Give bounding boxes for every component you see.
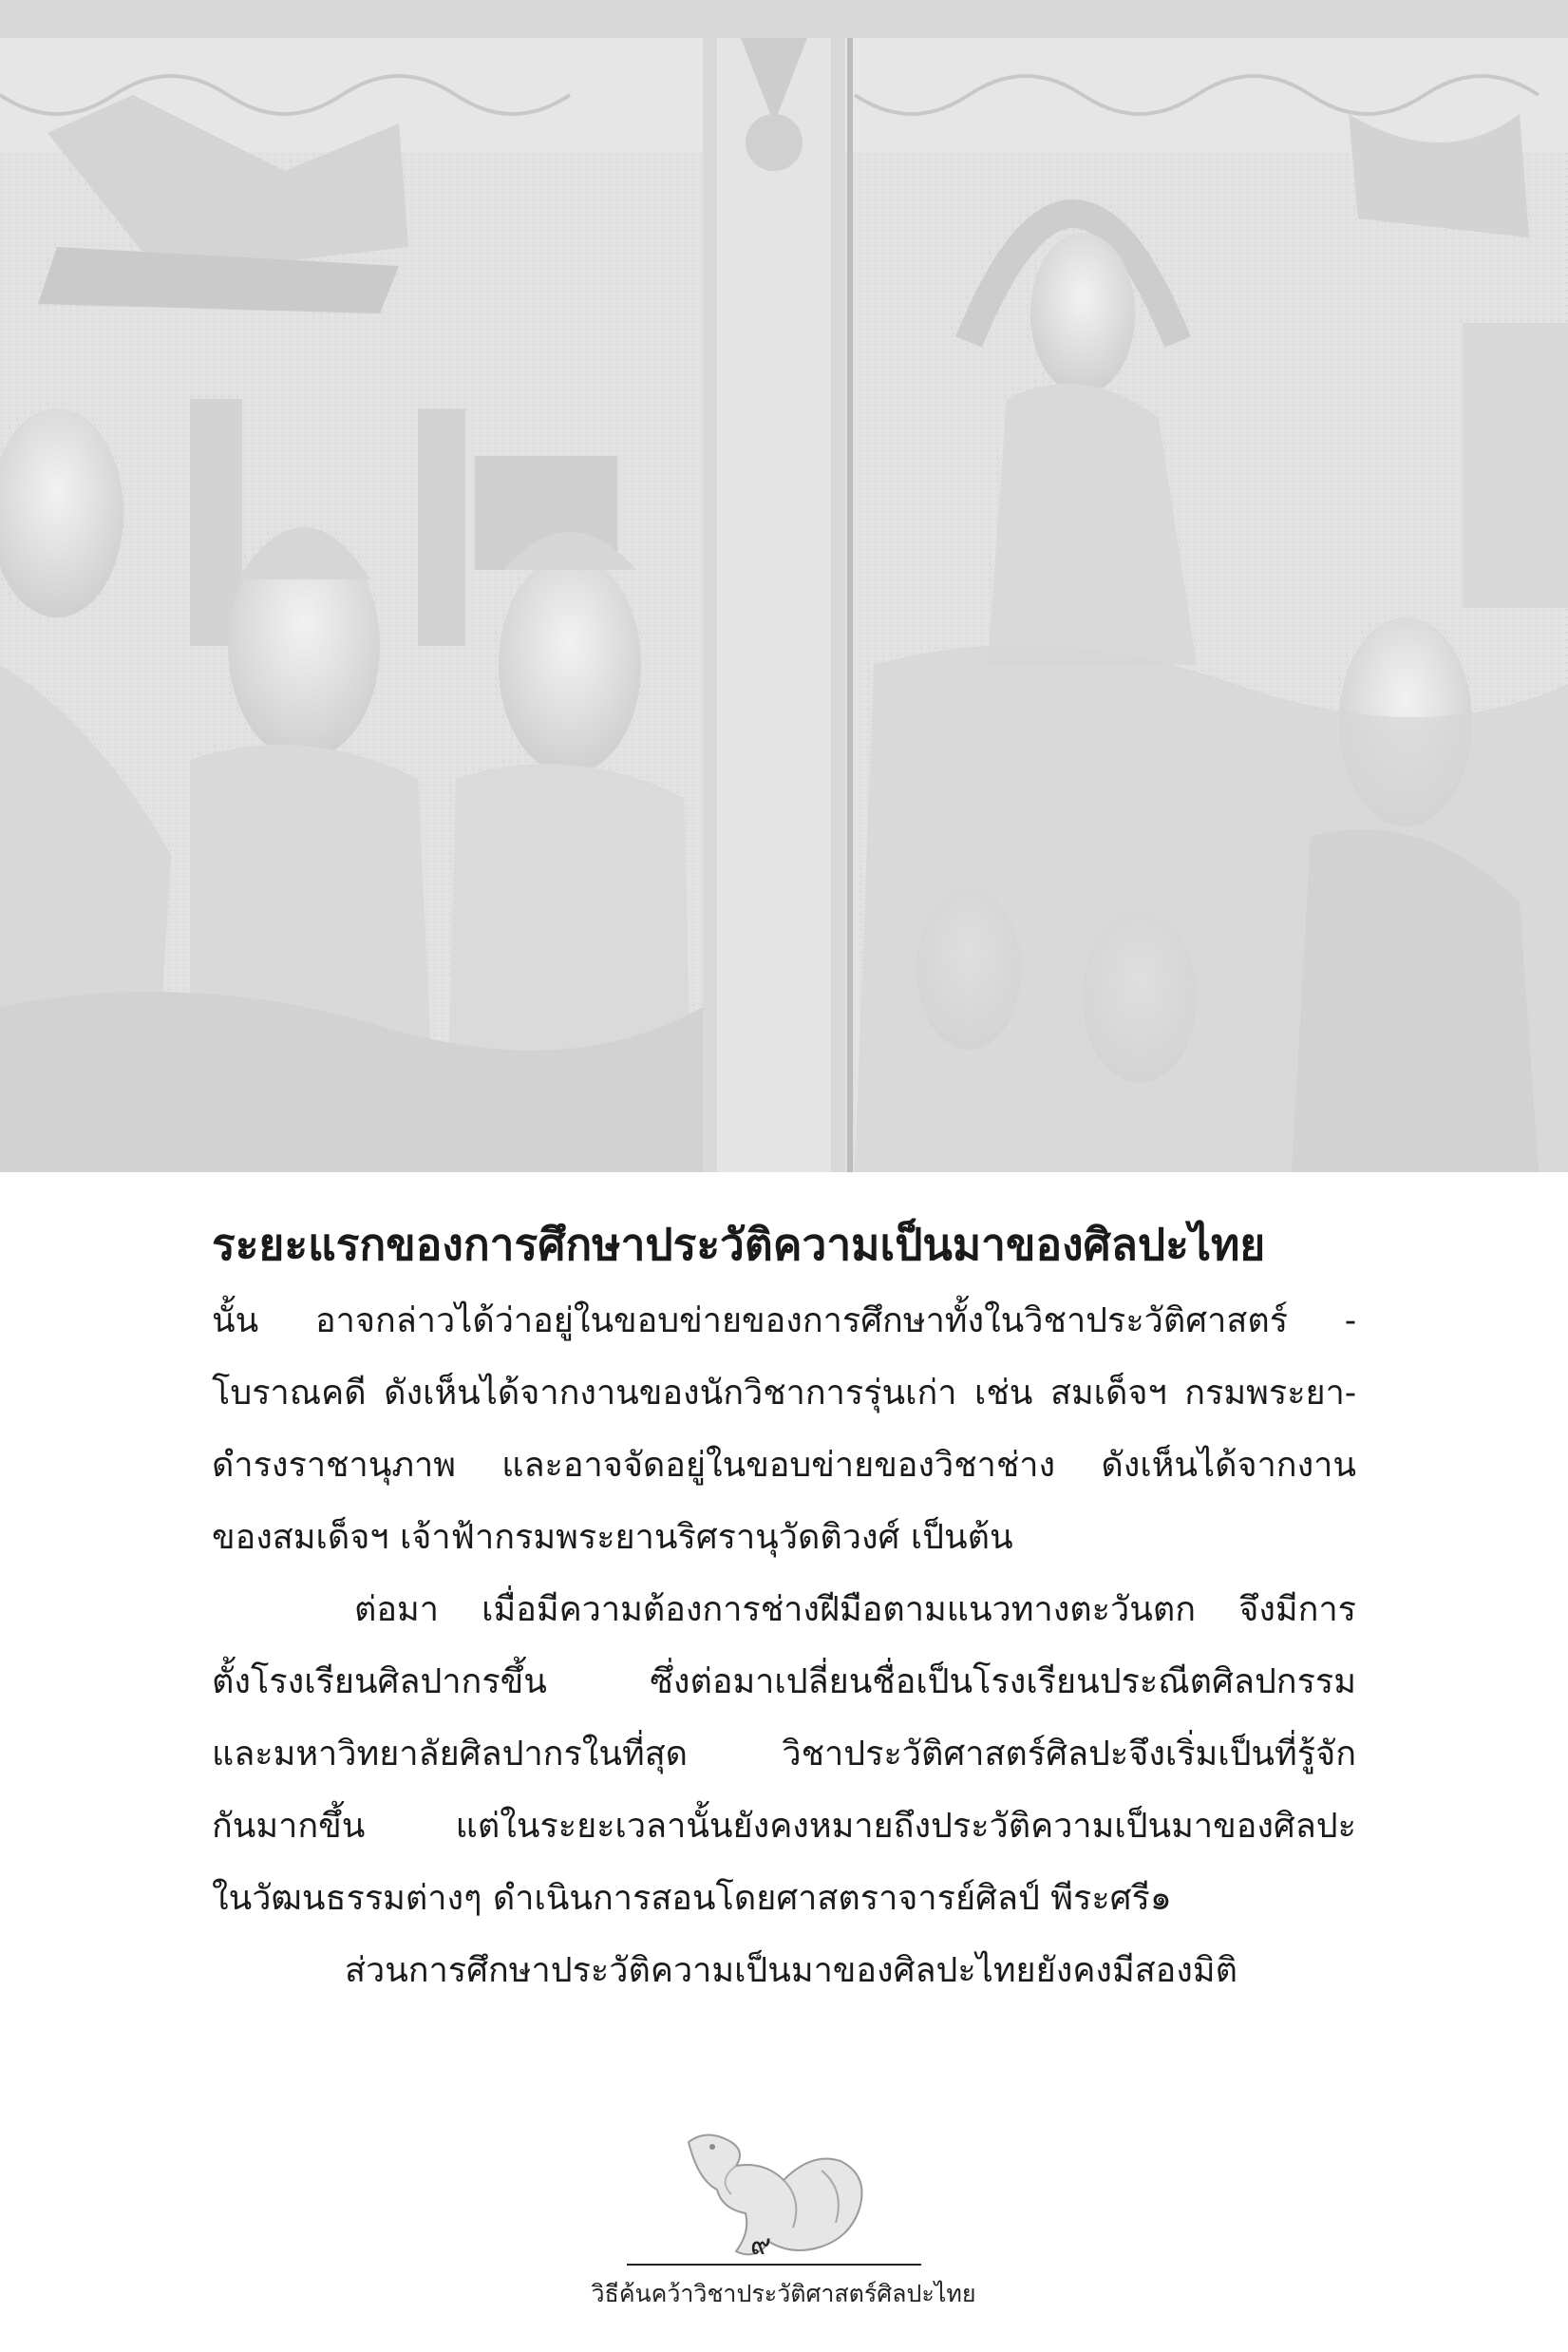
paragraph-1-lead-line: ระยะแรกของการศึกษาประวัติความเป็นมาของศิลปะไทย [212,1219,1266,1270]
paragraph-1-line-4: ของสมเด็จฯ เจ้าฟ้ากรมพระยานริศรานุวัดติวงศ์ เป็นต้น [212,1518,1013,1557]
running-footer-title: วิธีค้นคว้าวิชาประวัติศาสตร์ศิลปะไทย [591,2280,976,2307]
paragraph-1-line-1: นั้น อาจกล่าวได้ว่าอยู่ในขอบข่ายของการศึกษาทั้งในวิชาประวัติศาสตร์ - [212,1301,1356,1340]
paragraph-2-line-1: ต่อมา เมื่อมีความต้องการช่างฝีมือตามแนวทางตะวันตก จึงมีการ [354,1590,1356,1629]
footer-rule [627,2264,921,2266]
body-text [212,1208,1356,2007]
paragraph-2-line-3: และมหาวิทยาลัยศิลปากรในที่สุด วิชาประวัติศาสตร์ศิลปะจึงเริ่มเป็นที่รู้จัก [212,1735,1356,1773]
paragraph-1-lead [212,1208,1356,1285]
page-number: ๙ [750,2229,771,2262]
paragraph-2-line-5: ในวัฒนธรรมต่างๆ ดำเนินการสอนโดยศาสตราจารย์ศิลป์ พีระศรี๑ [212,1879,1172,1918]
paragraph-1-line-2: โบราณคดี ดังเห็นได้จากงานของนักวิชาการรุ่นเก่า เช่น สมเด็จฯ กรมพระยา- [212,1374,1356,1413]
stone-relief-photo [0,0,1568,1172]
paragraph-1-line-3: ดำรงราชานุภาพ และอาจจัดอยู่ในขอบข่ายของวิชาช่าง ดังเห็นได้จากงาน [212,1446,1356,1485]
paragraph-3-line-1: ส่วนการศึกษาประวัติความเป็นมาของศิลปะไทยยังคงมีสองมิติ [345,1951,1237,1990]
paragraph-2-line-2: ตั้งโรงเรียนศิลปากรขึ้น ซึ่งต่อมาเปลี่ยนชื่อเป็นโรงเรียนประณีตศิลปกรรม [212,1662,1356,1701]
stone-relief-sculpture-image [0,0,1568,1172]
mythical-bird-ornament-icon [679,2123,888,2266]
paragraph-2-line-4: กันมากขึ้น แต่ในระยะเวลานั้นยังคงหมายถึงประวัติความเป็นมาของศิลปะ [212,1807,1356,1846]
